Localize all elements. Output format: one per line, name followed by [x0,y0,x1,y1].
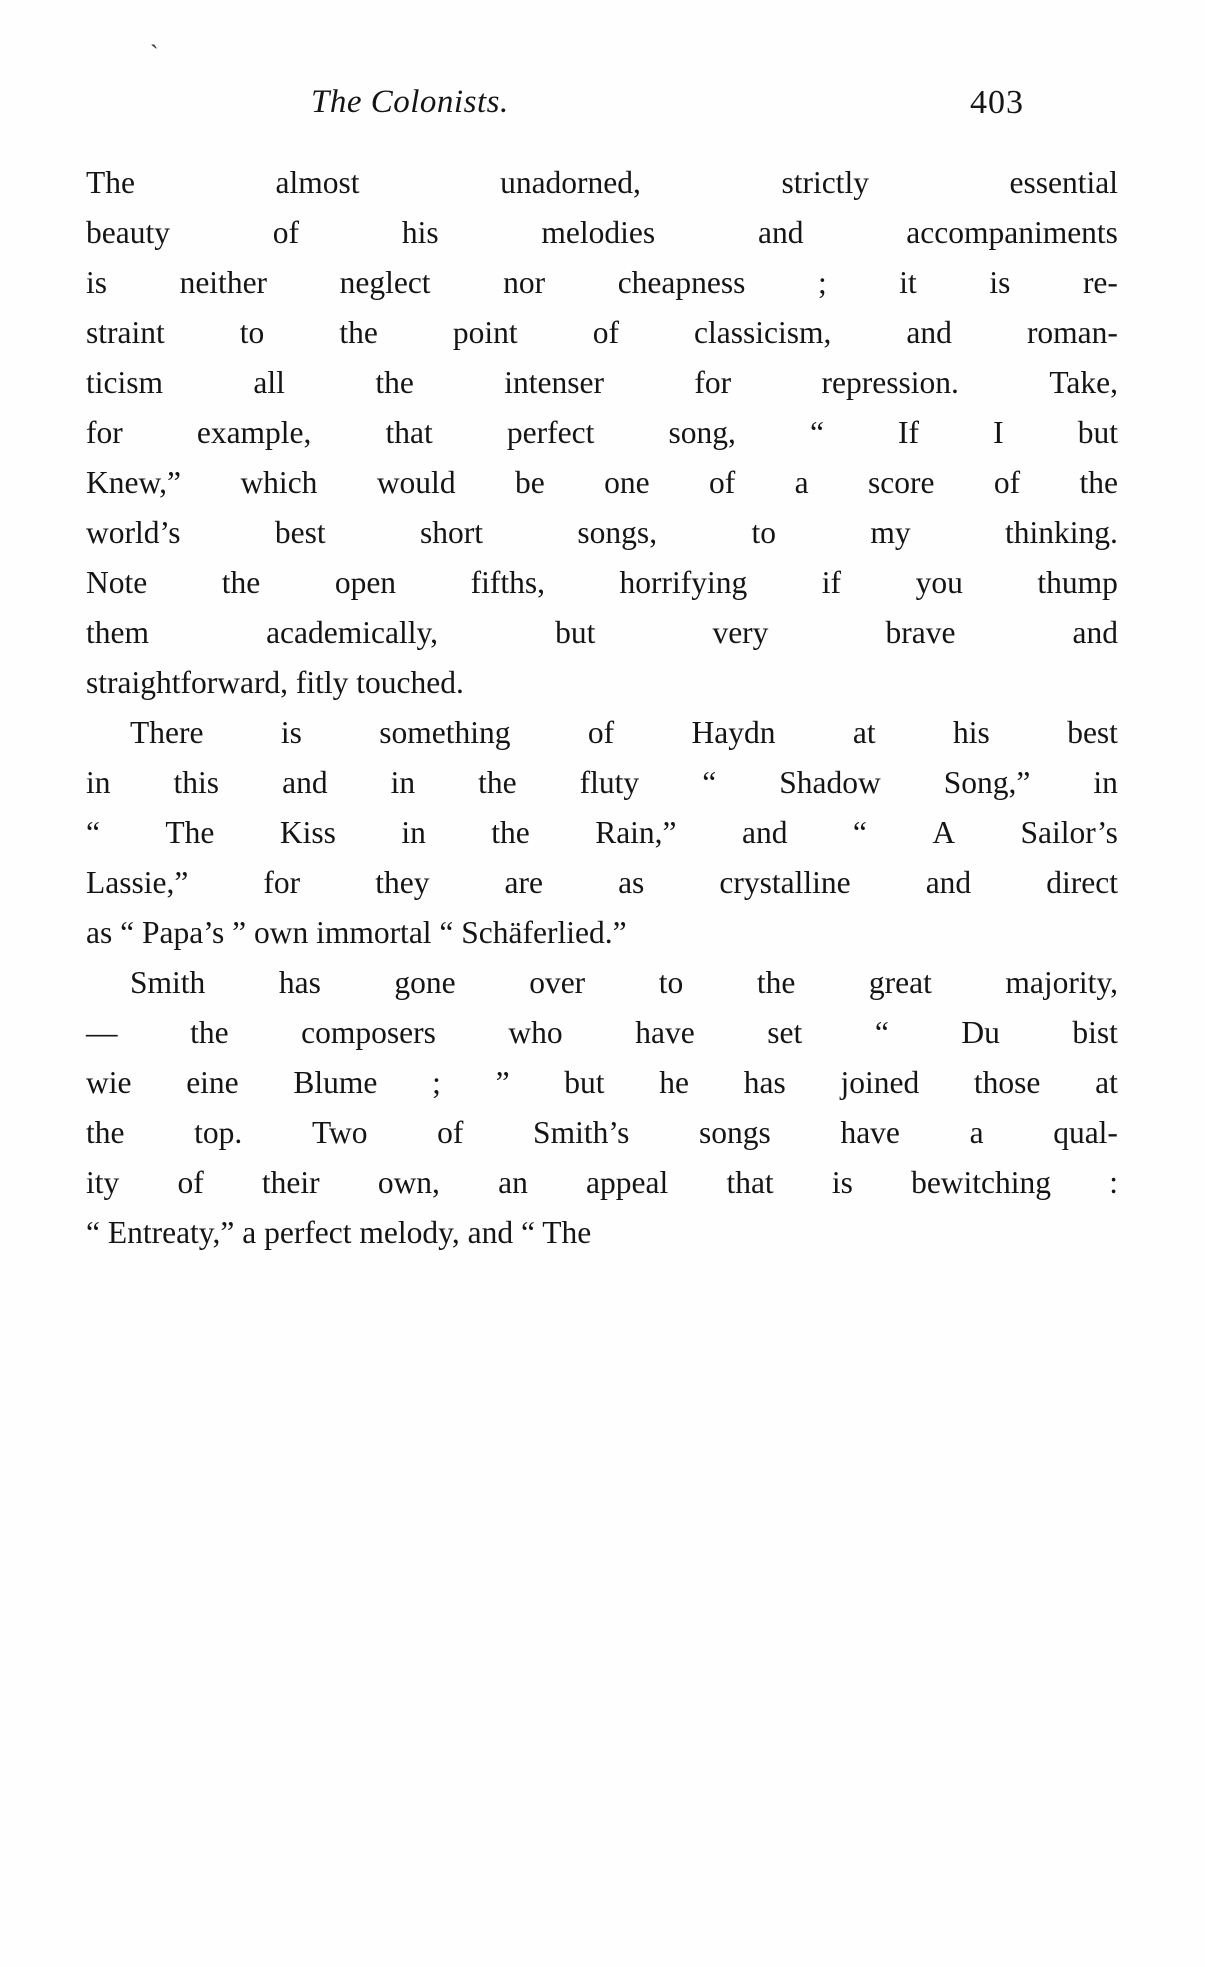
word: the [190,1015,229,1050]
word: Take, [1049,365,1118,400]
word: as [618,865,645,900]
word: for [263,865,301,900]
word: neglect [339,265,431,300]
word: Kiss [279,815,336,850]
text-line [86,158,1118,208]
word: appeal [586,1165,669,1200]
text-line [86,808,1118,858]
word: he [659,1065,690,1100]
word: in [1093,765,1118,800]
text-line: straightforward, fitly touched. [86,665,464,700]
word: a [794,465,809,500]
text-line [86,1108,1118,1158]
word: of [587,715,615,750]
word: “ [702,765,717,800]
corner-tick-mark: ` [150,40,159,69]
word: if [821,565,842,600]
body-text [86,158,1118,1258]
word: Blume [293,1065,378,1100]
word: roman- [1026,315,1118,350]
word: thump [1037,565,1118,600]
word: direct [1046,865,1118,900]
word: one [604,465,650,500]
word: beauty [86,215,170,250]
word: for [694,365,732,400]
page-header [86,84,1116,134]
word: are [504,865,543,900]
word: and [925,865,972,900]
word: them [86,615,149,650]
text-line [86,208,1118,258]
word: something [379,715,511,750]
word: the [339,315,378,350]
word: Smith [130,965,206,1000]
word: Du [961,1015,1000,1050]
word: his [953,715,990,750]
text-line: “ Entreaty,” a perfect melody, and “ The [86,1215,592,1250]
word: over [529,965,586,1000]
word: the [756,965,796,1000]
word: in [401,815,426,850]
word: songs [699,1115,771,1150]
word: but [564,1065,605,1100]
word: be [514,465,545,500]
word: and [1072,615,1118,650]
word: have [635,1015,695,1050]
word: qual- [1053,1115,1118,1150]
word: “ [852,815,867,850]
word: to [658,965,684,1000]
word: A [932,815,956,850]
word: they [375,865,430,900]
word: ; [817,265,827,300]
text-line [86,508,1118,558]
word: short [420,515,484,550]
word: of [592,315,619,350]
word: great [868,965,932,1000]
word: is [86,265,108,300]
word: fifths, [470,565,545,600]
word: Haydn [691,715,776,750]
word: that [726,1165,774,1200]
word: Knew,” [86,465,182,500]
word: neither [179,265,268,300]
word: his [401,215,439,250]
word: thinking. [1005,515,1118,550]
word: The [165,815,215,850]
word: best [274,515,326,550]
word: unadorned, [500,165,641,200]
word: which [240,465,318,500]
word: Sailor’s [1020,815,1118,850]
word: who [508,1015,563,1050]
text-line [86,858,1118,908]
word: those [973,1065,1041,1100]
page-number: 403 [970,84,1024,121]
word: world’s [86,515,181,550]
word: very [712,615,769,650]
text-line [86,608,1118,658]
word: it [899,265,917,300]
word: to [751,515,776,550]
text-line [86,558,1118,608]
word: in [86,765,111,800]
word: There [130,715,204,750]
word: to [239,315,265,350]
text-line [86,408,1118,458]
word: at [852,715,876,750]
word: the [221,565,261,600]
word: classicism, [694,315,832,350]
word: the [1079,465,1118,500]
word: academically, [266,615,439,650]
word: all [253,365,285,400]
word: ticism [86,365,163,400]
word: gone [394,965,456,1000]
word: of [708,465,736,500]
word: song, [668,415,736,450]
word: have [840,1115,900,1150]
word: of [272,215,300,250]
word: example, [196,415,312,450]
word: and [741,815,788,850]
paragraph [86,158,1118,708]
word: ” [495,1065,510,1100]
word: ; [432,1065,441,1100]
word: songs, [577,515,658,550]
text-line [86,958,1118,1008]
word: top. [194,1115,243,1150]
word: strictly [781,165,869,200]
word: essential [1009,165,1118,200]
word: and [757,215,804,250]
word: the [375,365,414,400]
word: fluty [579,765,640,800]
word: Rain,” [595,815,677,850]
text-line: as “ Papa’s ” own immortal “ Schäferlied.” [86,915,627,950]
word: Lassie,” [86,865,189,900]
paragraph [86,958,1118,1258]
word: composers [301,1015,436,1050]
word: but [555,615,596,650]
text-line [86,1008,1118,1058]
word: you [915,565,963,600]
word: is [280,715,302,750]
word: intenser [504,365,604,400]
running-head-title: The Colonists. [311,84,509,120]
word: has [278,965,321,1000]
word: and [906,315,952,350]
text-line [86,258,1118,308]
word: is [989,265,1011,300]
word: of [437,1115,464,1150]
text-line [86,308,1118,358]
word: Smith’s [533,1115,630,1150]
word: cheapness [617,265,746,300]
text-line [86,708,1118,758]
word: “ [86,815,100,850]
word: would [376,465,456,500]
word: brave [885,615,956,650]
word: If [898,415,920,450]
word: perfect [506,415,595,450]
word: set [767,1015,803,1050]
word: I [993,415,1004,450]
word: The [86,165,135,200]
word: accompaniments [906,215,1118,250]
word: an [498,1165,528,1200]
word: “ [874,1015,889,1050]
word: “ [809,415,824,450]
text-line [86,458,1118,508]
word: for [86,415,123,450]
word: but [1077,415,1118,450]
word: joined [840,1065,920,1100]
word: : [1109,1165,1118,1200]
word: nor [503,265,546,300]
word: the [491,815,530,850]
text-line [86,758,1118,808]
word: melodies [541,215,656,250]
word: Song,” [943,765,1031,800]
word: best [1067,715,1118,750]
word: the [86,1115,125,1150]
word: own, [377,1165,440,1200]
word: Shadow [779,765,881,800]
word: re- [1082,265,1118,300]
word: bist [1072,1015,1118,1050]
word: of [177,1165,204,1200]
word: a [969,1115,984,1150]
word: majority, [1005,965,1118,1000]
word: is [831,1165,853,1200]
text-line [86,1158,1118,1208]
word: almost [275,165,360,200]
word: eine [186,1065,239,1100]
word: crystalline [719,865,851,900]
text-line [86,358,1118,408]
word: their [261,1165,320,1200]
word: in [390,765,416,800]
word: the [478,765,517,800]
text-line [86,1058,1118,1108]
word: has [743,1065,786,1100]
word: Two [311,1115,368,1150]
paragraph [86,708,1118,958]
word: of [993,465,1021,500]
word: wie [86,1065,132,1100]
word: my [870,515,911,550]
word: bewitching [911,1165,1052,1200]
word: at [1095,1065,1118,1100]
word: score [867,465,935,500]
word: open [334,565,397,600]
word: horrifying [619,565,748,600]
word: Note [86,565,148,600]
word: repression. [821,365,959,400]
word: that [385,415,433,450]
word: this [173,765,220,800]
word: ity [86,1165,120,1200]
word: and [282,765,328,800]
word: straint [86,315,165,350]
word: — [86,1015,118,1050]
word: point [452,315,518,350]
